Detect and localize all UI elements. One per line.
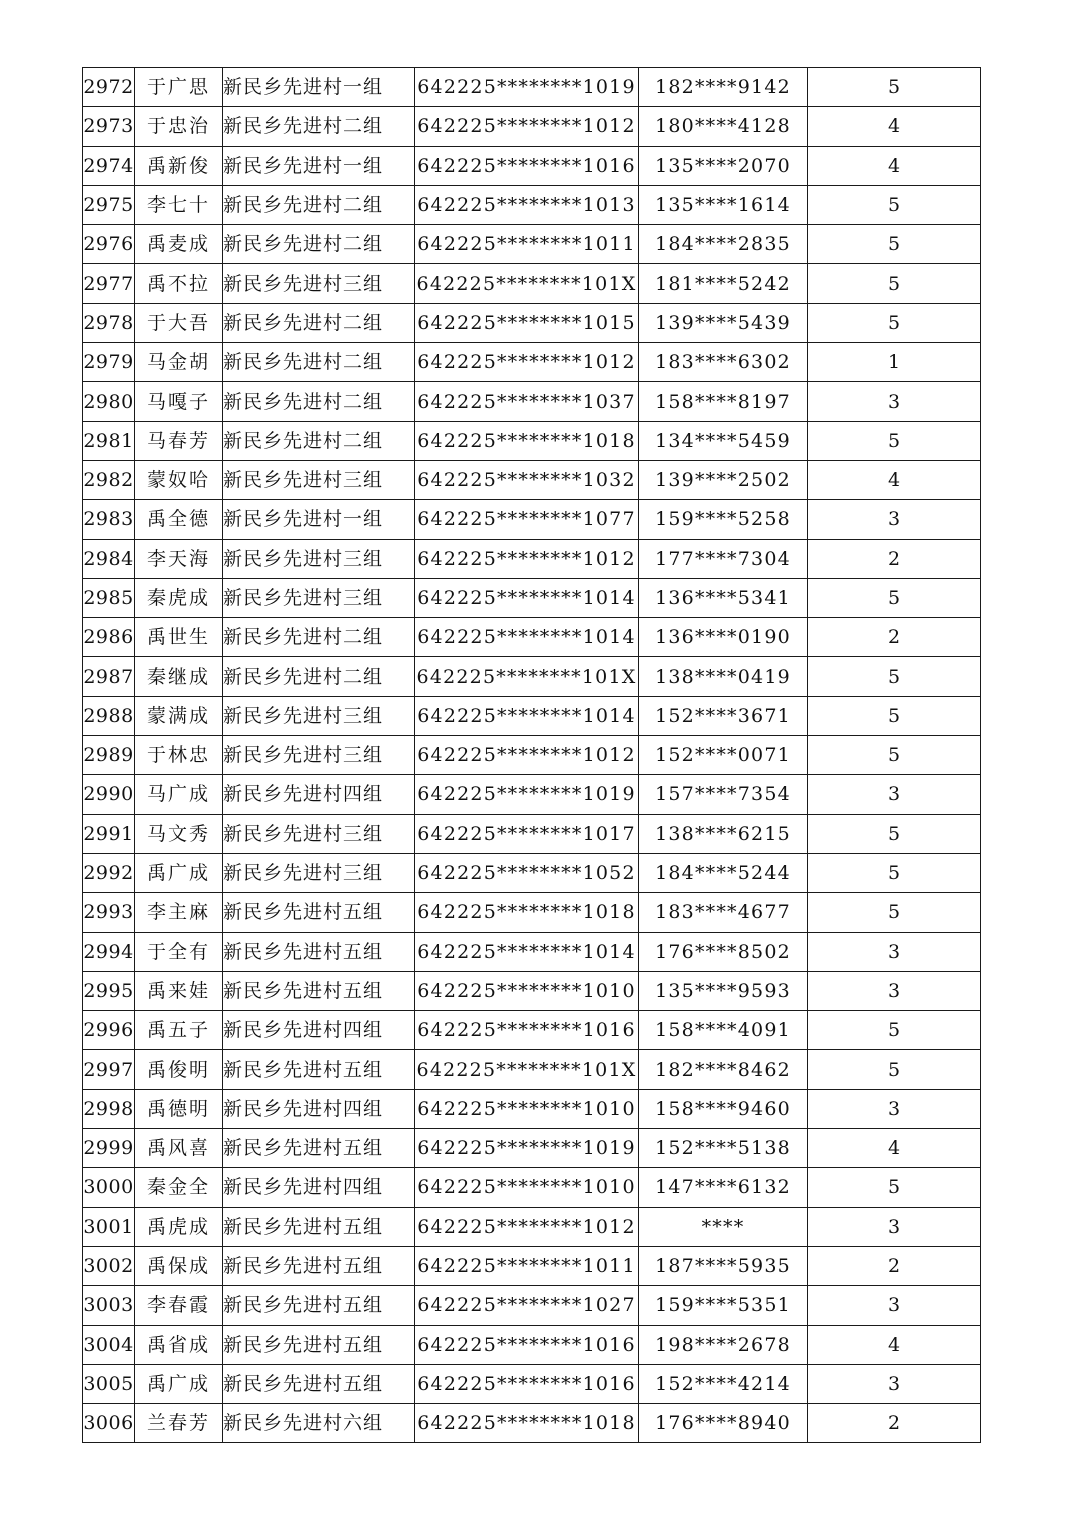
row-number-cell: 2991 [83,814,135,853]
name-cell: 李春霞 [135,1286,223,1325]
row-number-cell: 3006 [83,1404,135,1443]
id-number-cell: 642225********1016 [415,1364,639,1403]
name-cell: 于林忠 [135,736,223,775]
name-cell: 马金胡 [135,343,223,382]
address-cell: 新民乡先进村五组 [223,1207,415,1246]
phone-cell: 152****5138 [639,1129,808,1168]
phone-cell: 181****5242 [639,264,808,303]
name-cell: 禹省成 [135,1325,223,1364]
name-cell: 蒙满成 [135,696,223,735]
id-number-cell: 642225********1012 [415,539,639,578]
row-number-cell: 2977 [83,264,135,303]
row-number-cell: 2975 [83,185,135,224]
address-cell: 新民乡先进村二组 [223,382,415,421]
phone-cell: 183****4677 [639,893,808,932]
phone-cell: 187****5935 [639,1246,808,1285]
table-row [83,814,981,853]
household-count-cell: 4 [808,146,981,185]
address-cell: 新民乡先进村二组 [223,225,415,264]
name-cell: 禹世生 [135,618,223,657]
table-row [83,893,981,932]
row-number-cell: 2999 [83,1129,135,1168]
row-number-cell: 3005 [83,1364,135,1403]
name-cell: 李七十 [135,185,223,224]
phone-cell: 182****9142 [639,68,808,107]
row-number-cell: 2972 [83,68,135,107]
table-row [83,1050,981,1089]
row-number-cell: 2989 [83,736,135,775]
phone-cell: 176****8940 [639,1404,808,1443]
phone-cell: 159****5351 [639,1286,808,1325]
row-number-cell: 3003 [83,1286,135,1325]
household-count-cell: 2 [808,539,981,578]
address-cell: 新民乡先进村四组 [223,1089,415,1128]
phone-cell: 158****4091 [639,1011,808,1050]
name-cell: 禹五子 [135,1011,223,1050]
row-number-cell: 2981 [83,421,135,460]
phone-cell: 138****6215 [639,814,808,853]
household-count-cell: 3 [808,382,981,421]
household-count-cell: 5 [808,68,981,107]
row-number-cell: 2974 [83,146,135,185]
address-cell: 新民乡先进村三组 [223,736,415,775]
table-row [83,146,981,185]
name-cell: 李主麻 [135,893,223,932]
table-row [83,775,981,814]
phone-cell: **** [639,1207,808,1246]
address-cell: 新民乡先进村一组 [223,500,415,539]
phone-cell: 158****8197 [639,382,808,421]
household-count-cell: 2 [808,1246,981,1285]
table-row [83,107,981,146]
table-row [83,343,981,382]
row-number-cell: 2993 [83,893,135,932]
id-number-cell: 642225********1011 [415,225,639,264]
table-row [83,1325,981,1364]
table-row [83,185,981,224]
household-count-cell: 3 [808,932,981,971]
row-number-cell: 2984 [83,539,135,578]
household-count-cell: 5 [808,1050,981,1089]
id-number-cell: 642225********1052 [415,853,639,892]
row-number-cell: 2983 [83,500,135,539]
household-count-cell: 5 [808,657,981,696]
id-number-cell: 642225********1012 [415,107,639,146]
address-cell: 新民乡先进村五组 [223,971,415,1010]
table-row [83,539,981,578]
id-number-cell: 642225********1014 [415,578,639,617]
address-cell: 新民乡先进村五组 [223,893,415,932]
address-cell: 新民乡先进村三组 [223,539,415,578]
phone-cell: 158****9460 [639,1089,808,1128]
row-number-cell: 2990 [83,775,135,814]
name-cell: 马文秀 [135,814,223,853]
table-row [83,1246,981,1285]
id-number-cell: 642225********1017 [415,814,639,853]
row-number-cell: 2986 [83,618,135,657]
row-number-cell: 2988 [83,696,135,735]
table-row [83,696,981,735]
address-cell: 新民乡先进村五组 [223,1050,415,1089]
name-cell: 禹风喜 [135,1129,223,1168]
household-count-cell: 3 [808,1364,981,1403]
id-number-cell: 642225********1019 [415,1129,639,1168]
household-count-cell: 2 [808,618,981,657]
household-count-cell: 5 [808,421,981,460]
table-row [83,618,981,657]
household-count-cell: 5 [808,814,981,853]
phone-cell: 152****3671 [639,696,808,735]
name-cell: 于大吾 [135,303,223,342]
name-cell: 蒙奴哈 [135,460,223,499]
household-count-cell: 4 [808,107,981,146]
table-row [83,1089,981,1128]
id-number-cell: 642225********1014 [415,932,639,971]
household-count-cell: 3 [808,1286,981,1325]
row-number-cell: 2997 [83,1050,135,1089]
row-number-cell: 2973 [83,107,135,146]
address-cell: 新民乡先进村三组 [223,853,415,892]
table-row [83,657,981,696]
table-row [83,1404,981,1443]
household-count-cell: 3 [808,1089,981,1128]
household-count-cell: 3 [808,775,981,814]
household-count-cell: 4 [808,1325,981,1364]
name-cell: 于全有 [135,932,223,971]
row-number-cell: 3001 [83,1207,135,1246]
phone-cell: 135****1614 [639,185,808,224]
name-cell: 禹保成 [135,1246,223,1285]
household-count-cell: 5 [808,303,981,342]
phone-cell: 180****4128 [639,107,808,146]
table-row [83,421,981,460]
roster-table-body [83,68,981,1443]
roster-table [82,67,981,1443]
row-number-cell: 2987 [83,657,135,696]
id-number-cell: 642225********1014 [415,618,639,657]
row-number-cell: 3004 [83,1325,135,1364]
table-row [83,460,981,499]
household-count-cell: 5 [808,1011,981,1050]
id-number-cell: 642225********1037 [415,382,639,421]
id-number-cell: 642225********1016 [415,146,639,185]
table-row [83,1364,981,1403]
row-number-cell: 2996 [83,1011,135,1050]
address-cell: 新民乡先进村五组 [223,1364,415,1403]
household-count-cell: 5 [808,578,981,617]
phone-cell: 139****2502 [639,460,808,499]
phone-cell: 136****0190 [639,618,808,657]
row-number-cell: 2992 [83,853,135,892]
phone-cell: 135****9593 [639,971,808,1010]
table-row [83,932,981,971]
name-cell: 马广成 [135,775,223,814]
phone-cell: 184****5244 [639,853,808,892]
address-cell: 新民乡先进村三组 [223,578,415,617]
row-number-cell: 2976 [83,225,135,264]
address-cell: 新民乡先进村五组 [223,1286,415,1325]
table-row [83,500,981,539]
id-number-cell: 642225********1027 [415,1286,639,1325]
id-number-cell: 642225********1013 [415,185,639,224]
name-cell: 禹虎成 [135,1207,223,1246]
table-row [83,1168,981,1207]
household-count-cell: 3 [808,500,981,539]
id-number-cell: 642225********1012 [415,343,639,382]
address-cell: 新民乡先进村四组 [223,1011,415,1050]
phone-cell: 134****5459 [639,421,808,460]
household-count-cell: 3 [808,1207,981,1246]
phone-cell: 177****7304 [639,539,808,578]
phone-cell: 182****8462 [639,1050,808,1089]
household-count-cell: 3 [808,971,981,1010]
name-cell: 兰春芳 [135,1404,223,1443]
name-cell: 禹新俊 [135,146,223,185]
id-number-cell: 642225********1010 [415,971,639,1010]
id-number-cell: 642225********1018 [415,893,639,932]
address-cell: 新民乡先进村二组 [223,107,415,146]
id-number-cell: 642225********1011 [415,1246,639,1285]
household-count-cell: 5 [808,696,981,735]
phone-cell: 157****7354 [639,775,808,814]
table-row [83,1129,981,1168]
name-cell: 禹麦成 [135,225,223,264]
household-count-cell: 5 [808,225,981,264]
id-number-cell: 642225********1018 [415,1404,639,1443]
household-count-cell: 5 [808,264,981,303]
table-row [83,736,981,775]
name-cell: 禹来娃 [135,971,223,1010]
address-cell: 新民乡先进村二组 [223,618,415,657]
row-number-cell: 2998 [83,1089,135,1128]
address-cell: 新民乡先进村五组 [223,932,415,971]
name-cell: 禹广成 [135,853,223,892]
name-cell: 禹不拉 [135,264,223,303]
name-cell: 秦继成 [135,657,223,696]
id-number-cell: 642225********1010 [415,1168,639,1207]
row-number-cell: 3000 [83,1168,135,1207]
household-count-cell: 5 [808,1168,981,1207]
id-number-cell: 642225********1012 [415,736,639,775]
name-cell: 禹广成 [135,1364,223,1403]
household-count-cell: 5 [808,893,981,932]
table-row [83,1207,981,1246]
address-cell: 新民乡先进村三组 [223,696,415,735]
phone-cell: 138****0419 [639,657,808,696]
table-row [83,853,981,892]
phone-cell: 198****2678 [639,1325,808,1364]
phone-cell: 184****2835 [639,225,808,264]
id-number-cell: 642225********101X [415,657,639,696]
address-cell: 新民乡先进村六组 [223,1404,415,1443]
id-number-cell: 642225********1012 [415,1207,639,1246]
phone-cell: 135****2070 [639,146,808,185]
address-cell: 新民乡先进村二组 [223,657,415,696]
address-cell: 新民乡先进村一组 [223,68,415,107]
id-number-cell: 642225********1016 [415,1011,639,1050]
id-number-cell: 642225********1032 [415,460,639,499]
household-count-cell: 4 [808,460,981,499]
address-cell: 新民乡先进村三组 [223,460,415,499]
row-number-cell: 2985 [83,578,135,617]
household-count-cell: 5 [808,736,981,775]
household-count-cell: 2 [808,1404,981,1443]
phone-cell: 183****6302 [639,343,808,382]
row-number-cell: 2980 [83,382,135,421]
id-number-cell: 642225********1019 [415,68,639,107]
address-cell: 新民乡先进村四组 [223,1168,415,1207]
id-number-cell: 642225********1019 [415,775,639,814]
row-number-cell: 2995 [83,971,135,1010]
name-cell: 秦虎成 [135,578,223,617]
row-number-cell: 3002 [83,1246,135,1285]
id-number-cell: 642225********1018 [415,421,639,460]
phone-cell: 139****5439 [639,303,808,342]
address-cell: 新民乡先进村四组 [223,775,415,814]
id-number-cell: 642225********1014 [415,696,639,735]
table-row [83,1286,981,1325]
address-cell: 新民乡先进村一组 [223,146,415,185]
id-number-cell: 642225********1015 [415,303,639,342]
address-cell: 新民乡先进村五组 [223,1129,415,1168]
name-cell: 禹俊明 [135,1050,223,1089]
name-cell: 于广思 [135,68,223,107]
phone-cell: 152****4214 [639,1364,808,1403]
table-row [83,225,981,264]
row-number-cell: 2979 [83,343,135,382]
household-count-cell: 1 [808,343,981,382]
phone-cell: 159****5258 [639,500,808,539]
address-cell: 新民乡先进村二组 [223,343,415,382]
id-number-cell: 642225********1077 [415,500,639,539]
address-cell: 新民乡先进村二组 [223,303,415,342]
table-row [83,264,981,303]
name-cell: 马嘎子 [135,382,223,421]
id-number-cell: 642225********101X [415,1050,639,1089]
name-cell: 李天海 [135,539,223,578]
name-cell: 马春芳 [135,421,223,460]
table-row [83,303,981,342]
table-row [83,68,981,107]
table-row [83,578,981,617]
address-cell: 新民乡先进村二组 [223,421,415,460]
name-cell: 禹德明 [135,1089,223,1128]
table-row [83,1011,981,1050]
name-cell: 秦金全 [135,1168,223,1207]
id-number-cell: 642225********101X [415,264,639,303]
row-number-cell: 2994 [83,932,135,971]
address-cell: 新民乡先进村五组 [223,1325,415,1364]
phone-cell: 147****6132 [639,1168,808,1207]
row-number-cell: 2978 [83,303,135,342]
phone-cell: 136****5341 [639,578,808,617]
household-count-cell: 5 [808,185,981,224]
row-number-cell: 2982 [83,460,135,499]
household-count-cell: 5 [808,853,981,892]
household-count-cell: 4 [808,1129,981,1168]
id-number-cell: 642225********1010 [415,1089,639,1128]
address-cell: 新民乡先进村三组 [223,814,415,853]
address-cell: 新民乡先进村二组 [223,185,415,224]
id-number-cell: 642225********1016 [415,1325,639,1364]
table-row [83,971,981,1010]
name-cell: 于忠治 [135,107,223,146]
phone-cell: 176****8502 [639,932,808,971]
address-cell: 新民乡先进村三组 [223,264,415,303]
address-cell: 新民乡先进村五组 [223,1246,415,1285]
phone-cell: 152****0071 [639,736,808,775]
table-row [83,382,981,421]
name-cell: 禹全德 [135,500,223,539]
